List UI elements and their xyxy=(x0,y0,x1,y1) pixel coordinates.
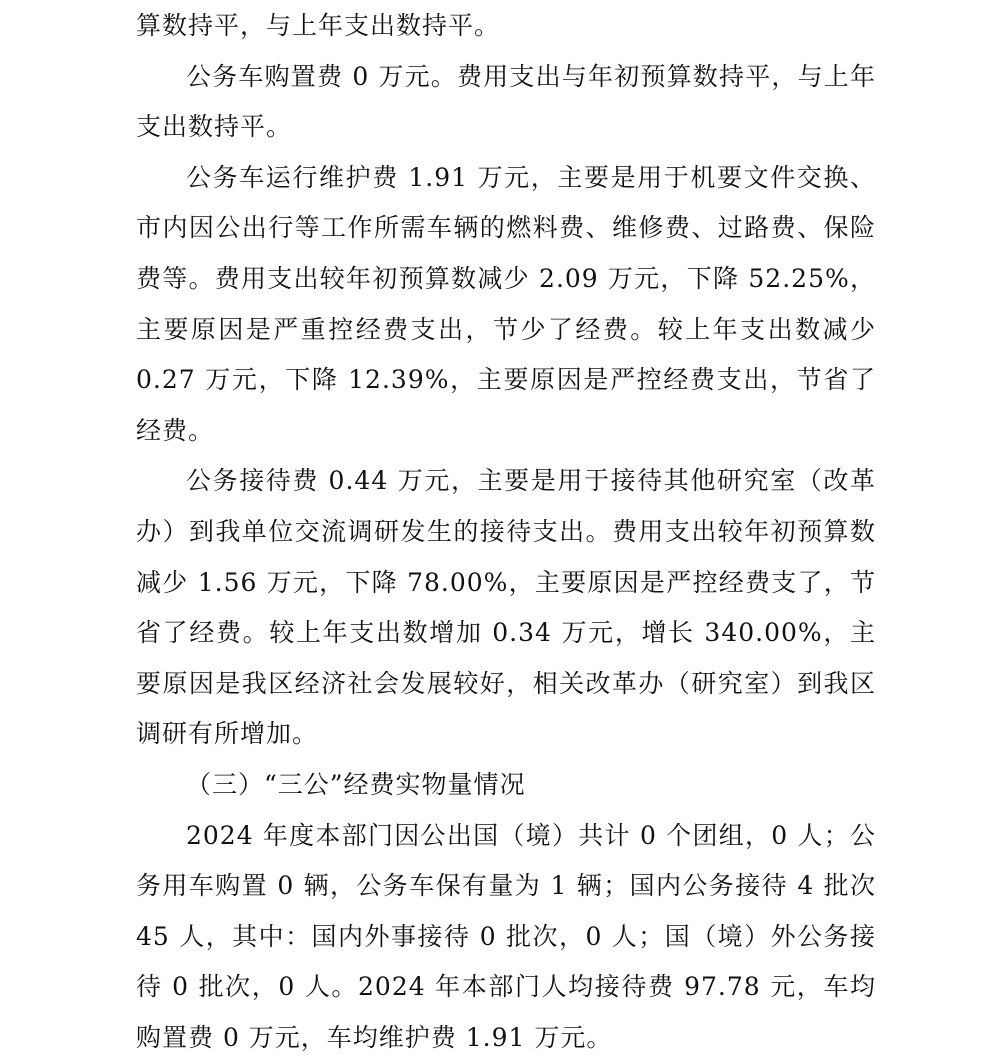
paragraph-vehicle-purchase: 公务车购置费 0 万元。费用支出与年初预算数持平，与上年支出数持平。 xyxy=(136,52,876,153)
paragraph-reception-fee: 公务接待费 0.44 万元，主要是用于接待其他研究室（改革办）到我单位交流调研发生的接待支出。费用支出较年初预算数减少 1.56 万元，下降 78.00%，主要原因是严控经费支了，节省了经费。较上年支出数增加 0.34 万元，增长 340.00%，主要原因是我区经济社会发展较好，相关改革办（研究室）到我区调研有所增加。 xyxy=(136,456,876,760)
document-page xyxy=(136,0,876,1063)
section-heading: （三）“三公”经费实物量情况 xyxy=(136,760,876,811)
paragraph-vehicle-maintenance: 公务车运行维护费 1.91 万元，主要是用于机要文件交换、市内因公出行等工作所需车辆的燃料费、维修费、过路费、保险费等。费用支出较年初预算数减少 2.09 万元，下降 52.25%，主要原因是严重控经费支出，节少了经费。较上年支出数减少 0.27 万元，下降 12.39%，主要原因是严控经费支出，节省了经费。 xyxy=(136,153,876,457)
paragraph-continuation: 算数持平，与上年支出数持平。 xyxy=(136,1,876,52)
paragraph-physical-quantity: 2024 年度本部门因公出国（境）共计 0 个团组，0 人；公务用车购置 0 辆，公务车保有量为 1 辆；国内公务接待 4 批次 45 人，其中：国内外事接待 0 批次，0 人；国（境）外公务接待 0 批次，0 人。2024 年本部门人均接待费 97.78 元，车均购置费 0 万元，车均维护费 1.91 万元。 xyxy=(136,811,876,1063)
